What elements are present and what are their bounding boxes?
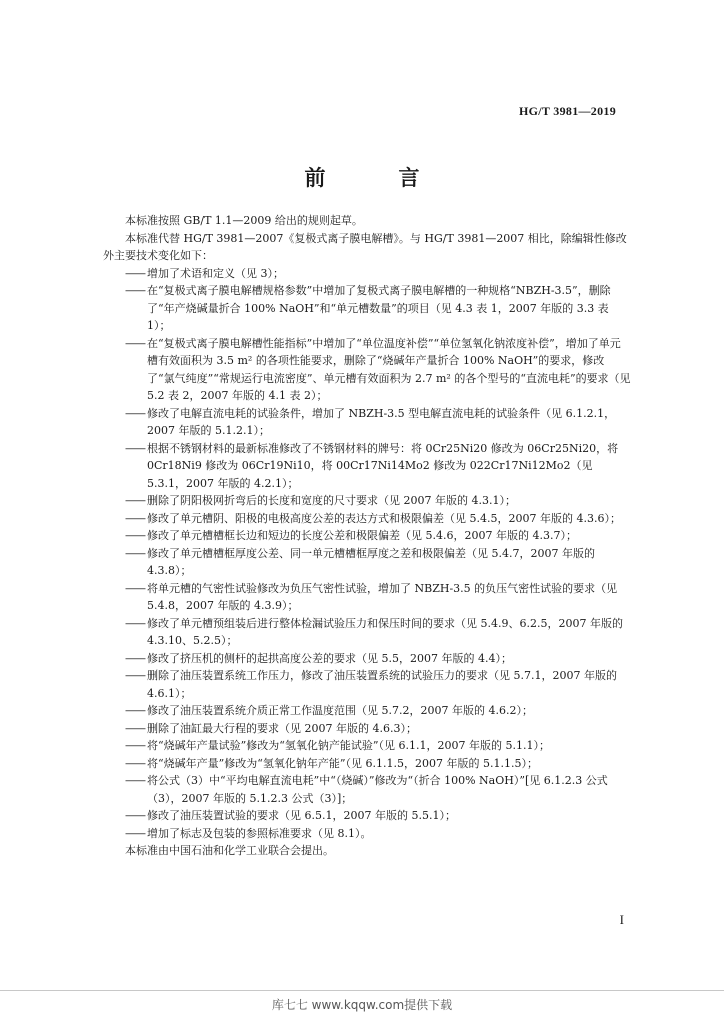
change-list-item (125, 282, 631, 335)
list-dash: —— (125, 774, 145, 787)
change-list-item (125, 265, 631, 283)
change-list-item-text: 在“复极式离子膜电解槽规格参数”中增加了复极式离子膜电解槽的一种规格“NBZH-3.5”，删除了“年产烧碱量折合 100% NaOH”和“单元槽数量”的项目（见 4.3 表 1，2007 年版的 3.3 表 1）； (147, 284, 611, 332)
list-dash: —— (125, 756, 145, 770)
change-list-item (125, 720, 631, 738)
change-list-item (125, 737, 631, 755)
change-list-item-text: 修改了单元槽槽框厚度公差、同一单元槽槽框厚度之差和极限偏差（见 5.4.7，2007 年版的 4.3.8）； (147, 546, 595, 577)
change-list-item (125, 825, 631, 843)
change-list-item-text: 将“烧碱年产量试验”修改为“氢氧化钠产能试验”（见 6.1.1，2007 年版的 5.1.1）； (147, 739, 550, 752)
change-list-item (125, 615, 631, 650)
change-list-item (125, 545, 631, 580)
list-dash: —— (125, 511, 145, 525)
paragraph-proposer: 本标准由中国石油和化学工业联合会提出。 (125, 844, 334, 857)
change-list-item-text: 删除了油压装置系统工作压力，修改了油压装置系统的试验压力的要求（见 5.7.1，2007 年版的 4.6.1）； (147, 669, 617, 700)
document-body (103, 212, 631, 860)
change-list-item-text: 增加了术语和定义（见 3）； (147, 266, 284, 280)
change-list-item-text: 将公式（3）中“平均电解直流电耗”中“（烧碱）”修改为“（折合 100% NaOH）”[见 6.1.2.3 公式（3），2007 年版的 5.1.2.3 公式（3）]； (147, 774, 608, 805)
change-list-item-text: 修改了油压装置系统介质正常工作温度范围（见 5.7.2，2007 年版的 4.6.2）； (147, 704, 533, 717)
change-list-item (125, 580, 631, 615)
list-dash: —— (125, 266, 145, 280)
change-list-item (125, 772, 631, 807)
change-list-item (125, 405, 631, 440)
list-dash: —— (125, 546, 145, 560)
change-list-item (125, 510, 631, 528)
list-dash: —— (125, 494, 145, 507)
list-dash: —— (125, 529, 145, 542)
change-list-item-text: 修改了挤压机的侧杆的起拱高度公差的要求（见 5.5，2007 年版的 4.4）； (147, 651, 512, 665)
standard-code: HG/T 3981—2019 (519, 104, 616, 118)
changes-list (103, 265, 631, 843)
list-dash: —— (125, 441, 145, 455)
list-dash: —— (125, 721, 145, 735)
list-dash: —— (125, 406, 145, 420)
change-list-item (125, 335, 631, 405)
change-list-item-text: 将单元槽的气密性试验修改为负压气密性试验，增加了 NBZH-3.5 的负压气密性试验的要求（见 5.4.8，2007 年版的 4.3.9）； (147, 581, 618, 612)
list-dash: —— (125, 809, 145, 822)
page-title: 前 言 (304, 166, 446, 190)
list-dash: —— (125, 651, 145, 665)
change-list-item-text: 修改了单元槽预组装后进行整体检漏试验压力和保压时间的要求（见 5.4.9、6.2.5，2007 年版的 4.3.10、5.2.5）； (147, 616, 623, 647)
footer-download-note: 库七七 www.kqqw.com提供下载 (271, 998, 453, 1012)
list-dash: —— (125, 826, 145, 840)
list-dash: —— (125, 704, 145, 717)
change-list-item (125, 755, 631, 773)
list-dash: —— (125, 336, 145, 350)
list-dash: —— (125, 669, 145, 682)
change-list-item (125, 807, 631, 825)
change-list-item-text: 修改了油压装置试验的要求（见 6.5.1，2007 年版的 5.5.1）； (147, 809, 456, 822)
footer-divider (0, 990, 724, 991)
change-list-item-text: 删除了油缸最大行程的要求（见 2007 年版的 4.6.3）； (147, 721, 417, 735)
list-dash: —— (125, 739, 145, 752)
change-list-item-text: 修改了单元槽阴、阳极的电极高度公差的表达方式和极限偏差（见 5.4.5，2007 年版的 4.3.6）； (147, 511, 621, 525)
change-list-item (125, 667, 631, 702)
list-dash: —— (125, 581, 145, 595)
page-number: I (619, 912, 624, 927)
change-list-item-text: 删除了阴阳极网折弯后的长度和宽度的尺寸要求（见 2007 年版的 4.3.1）； (147, 494, 516, 507)
change-list-item (125, 492, 631, 510)
paragraph-drafting-rule: 本标准按照 GB/T 1.1—2009 给出的规则起草。 (125, 214, 363, 227)
change-list-item-text: 修改了单元槽槽框长边和短边的长度公差和极限偏差（见 5.4.6，2007 年版的 4.3.7）； (147, 529, 577, 542)
change-list-item-text: 将“烧碱年产量”修改为“氢氧化钠年产能”（见 6.1.1.5，2007 年版的 5.1.1.5）； (147, 756, 538, 770)
paragraph-replaces: 本标准代替 HG/T 3981—2007《复极式离子膜电解槽》。与 HG/T 3981—2007 相比，除编辑性修改外主要技术变化如下： (103, 231, 627, 262)
change-list-item (125, 527, 631, 545)
change-list-item (125, 650, 631, 668)
list-dash: —— (125, 284, 145, 297)
change-list-item-text: 增加了标志及包装的参照标准要求（见 8.1）。 (147, 826, 372, 840)
change-list-item (125, 702, 631, 720)
change-list-item (125, 440, 631, 493)
change-list-item-text: 在“复极式离子膜电解槽性能指标”中增加了“单位温度补偿”“单位氢氧化钠浓度补偿”，增加了单元槽有效面积为 3.5 m² 的各项性能要求，删除了“烧碱年产量折合 100% NaOH”的要求，修改了“氯气纯度”“常规运行电流密度”、单元槽有效面积为 2.7 m² 的各个型号的“直流电耗”的要求（见 5.2 表 2，2007 年版的 4.1 表 2）； (147, 336, 631, 402)
change-list-item-text: 根据不锈钢材料的最新标准修改了不锈钢材料的牌号：将 0Cr25Ni20 修改为 06Cr25Ni20，将 0Cr18Ni9 修改为 06Cr19Ni10，将 00Cr17Ni14Mo2 修改为 022Cr17Ni12Mo2（见 5.3.1，2007 年版的 4.2.1）； (147, 441, 619, 490)
list-dash: —— (125, 616, 145, 630)
change-list-item-text: 修改了电解直流电耗的试验条件，增加了 NBZH-3.5 型电解直流电耗的试验条件（见 6.1.2.1，2007 年版的 5.1.2.1）； (147, 406, 616, 437)
